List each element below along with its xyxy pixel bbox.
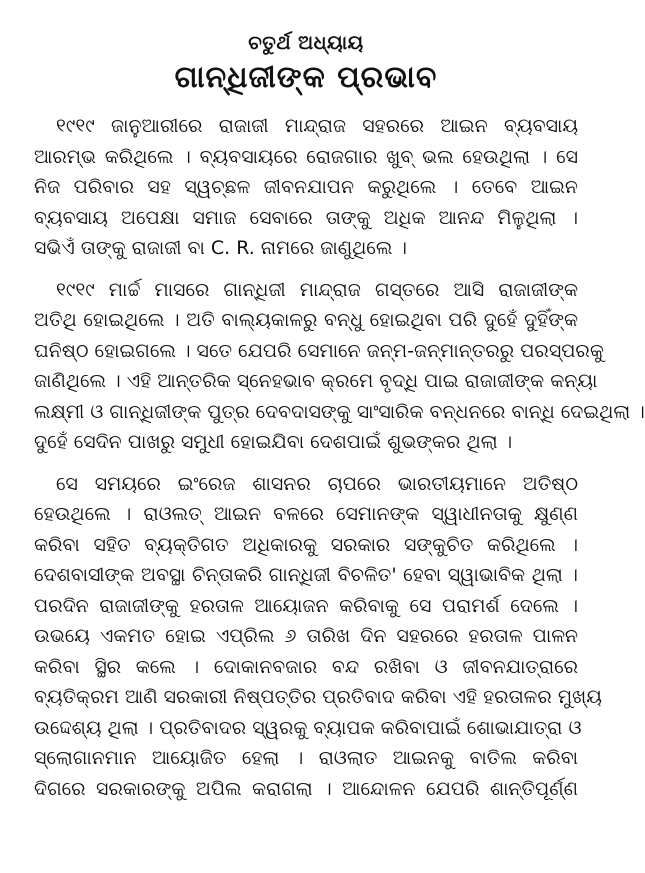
text-line: ବ୍ୟବସାୟ ଅପେକ୍ଷା ସମାଜ ସେବାରେ ତାଙ୍କୁ ଅଧିକ ଆନନ୍ଦ ମିଳୁଥିଲା । bbox=[34, 206, 578, 229]
text-line: ବ୍ୟତିକ୍ରମ ଆଣି ସରକାରୀ ନିଷ୍ପତ୍ତିର ପ୍ରତିବାଦ କରିବା ଏହି ହରତାଳର ମୁଖ୍ୟ bbox=[34, 686, 602, 708]
text-line: ପରଦିନ ରାଜାଜୀଙ୍କୁ ହରତାଳ ଆୟୋଜନ କରିବାକୁ ସେ ପରାମର୍ଶ ଦେଲେ । bbox=[34, 594, 578, 617]
text-line: ସଭିଏଁ ତାଙ୍କୁ ରାଜାଜୀ ବା C. R. ନାମରେ ଜାଣୁଥିଲେ । bbox=[34, 237, 407, 259]
text-line: ଦିଗରେ ସରକାରଙ୍କୁ ଅପିଲ କରାଗଲା । ଆନ୍ଦୋଳନ ଯେପରି ଶାନ୍ତିପୂର୍ଣ୍ଣ bbox=[34, 777, 578, 800]
text-line: ୧୯୧୯ ଜାନୁଆରୀରେ ରାଜାଜୀ ମାନ୍ଦ୍ରାଜ ସହରରେ ଆଇନ ବ୍ୟବସାୟ bbox=[56, 115, 578, 137]
text-line: ଅତିଥି ହୋଇଥିଲେ । ଅତି ବାଲ୍ୟକାଳରୁ ବନ୍ଧୁ ହୋଇଥିବା ପରି ଦୁହେଁ ଦୁହିଁଙ୍କ bbox=[34, 309, 578, 331]
chapter-title: ଗାନ୍ଧିଜୀଙ୍କ ପ୍ରଭାବ bbox=[174, 60, 438, 95]
text-line: ଦେଶବାସୀଙ୍କ ଅବସ୍ଥା ଚିନ୍ତାକରି ଗାନ୍ଧିଜୀ ବିଚଳିତ' ହେବା ସ୍ୱାଭାବିକ ଥିଲା । bbox=[34, 564, 578, 586]
text-line: ଲକ୍ଷ୍ମୀ ଓ ଗାନ୍ଧିଜୀଙ୍କ ପୁତ୍ର ଦେବଦାସଙ୍କୁ ସାଂସାରିକ ବନ୍ଧନରେ ବାନ୍ଧି ଦେଇଥିଲା । bbox=[34, 400, 645, 423]
paragraph-1 bbox=[34, 111, 578, 264]
text-line: ଜାଣିଥିଲେ । ଏହି ଆନ୍ତରିକ ସ୍ନେହଭାବ କ୍ରମେ ବୃଦ୍ଧି ପାଇ ରାଜାଜୀଙ୍କ କନ୍ୟା bbox=[34, 370, 598, 392]
text-line: ଉଦ୍ଦେଶ୍ୟ ଥିଲା । ପ୍ରତିବାଦର ସ୍ୱରକୁ ବ୍ୟାପକ କରିବାପାଇଁ ଶୋଭାଯାତ୍ରା ଓ bbox=[34, 716, 582, 739]
text-line: କରିବା ସ୍ଥିର କଲେ । ଦୋକାନବଜାର ବନ୍ଦ ରଖିବା ଓ ଜୀବନଯାତ୍ରାରେ bbox=[34, 655, 578, 678]
paragraph-3 bbox=[34, 469, 602, 805]
text-line: କରିବା ସହିତ ବ୍ୟକ୍ତିଗତ ଅଧିକାରକୁ ସରକାର ସଙ୍କୁଚିତ କରିଥିଲେ । bbox=[34, 533, 578, 556]
text-line: ଦୁହେଁ ସେଦିନ ପାଖରୁ ସମୁଧୀ ହୋଇଯିବା ଦେଶପାଇଁ ଶୁଭଙ୍କର ଥିଲା । bbox=[34, 431, 513, 453]
text-line: ନିଜ ପରିବାର ସହ ସ୍ୱଚ୍ଛଳ ଜୀବନଯାପନ କରୁଥିଲେ । ତେବେ ଆଇନ bbox=[34, 176, 578, 198]
text-line: ଘନିଷ୍ଠ ହୋଇଗଲେ । ସତେ ଯେପରି ସେମାନେ ଜନ୍ମ-ଜନ୍ମାନ୍ତରରୁ ପରସ୍ପରକୁ bbox=[34, 339, 604, 362]
chapter-heading: ଚତୁର୍ଥ ଅଧ୍ୟାୟ bbox=[248, 32, 364, 54]
text-line: ସ୍ଲୋଗାନମାନ ଆୟୋଜିତ ହେଲା । ରାଓଲାତ ଆଇନକୁ ବାତିଲ କରିବା bbox=[34, 747, 578, 769]
text-line: ଉଭୟେ ଏକମତ ହୋଇ ଏପ୍ରିଲ ୬ ତାରିଖ ଦିନ ସହରରେ ହରତାଳ ପାଳନ bbox=[34, 625, 578, 647]
text-line: ୧୯୧୯ ମାର୍ଚ୍ଚ ମାସରେ ଗାନ୍ଧିଜୀ ମାନ୍ଦ୍ରାଜ ଗସ୍ତରେ ଆସି ରାଜାଜୀଙ୍କ bbox=[56, 278, 578, 301]
paragraph-2 bbox=[34, 275, 645, 458]
text-line: ଆରମ୍ଭ କରିଥିଲେ । ବ୍ୟବସାୟରେ ରୋଜଗାର ଖୁବ୍ ଭଲ ହେଉଥିଲା । ସେ bbox=[34, 145, 578, 168]
text-line: ସେ ସମୟରେ ଇଂରେଜ ଶାସନର ଚାପରେ ଭାରତୀୟମାନେ ଅତିଷ୍ଠ bbox=[56, 472, 578, 495]
text-line: ହେଉଥିଲେ । ରାଓଲତ୍ ଆଇନ ବଳରେ ସେମାନଙ୍କ ସ୍ୱାଧୀନତାକୁ କ୍ଷୁଣ୍ଣ bbox=[34, 503, 578, 525]
